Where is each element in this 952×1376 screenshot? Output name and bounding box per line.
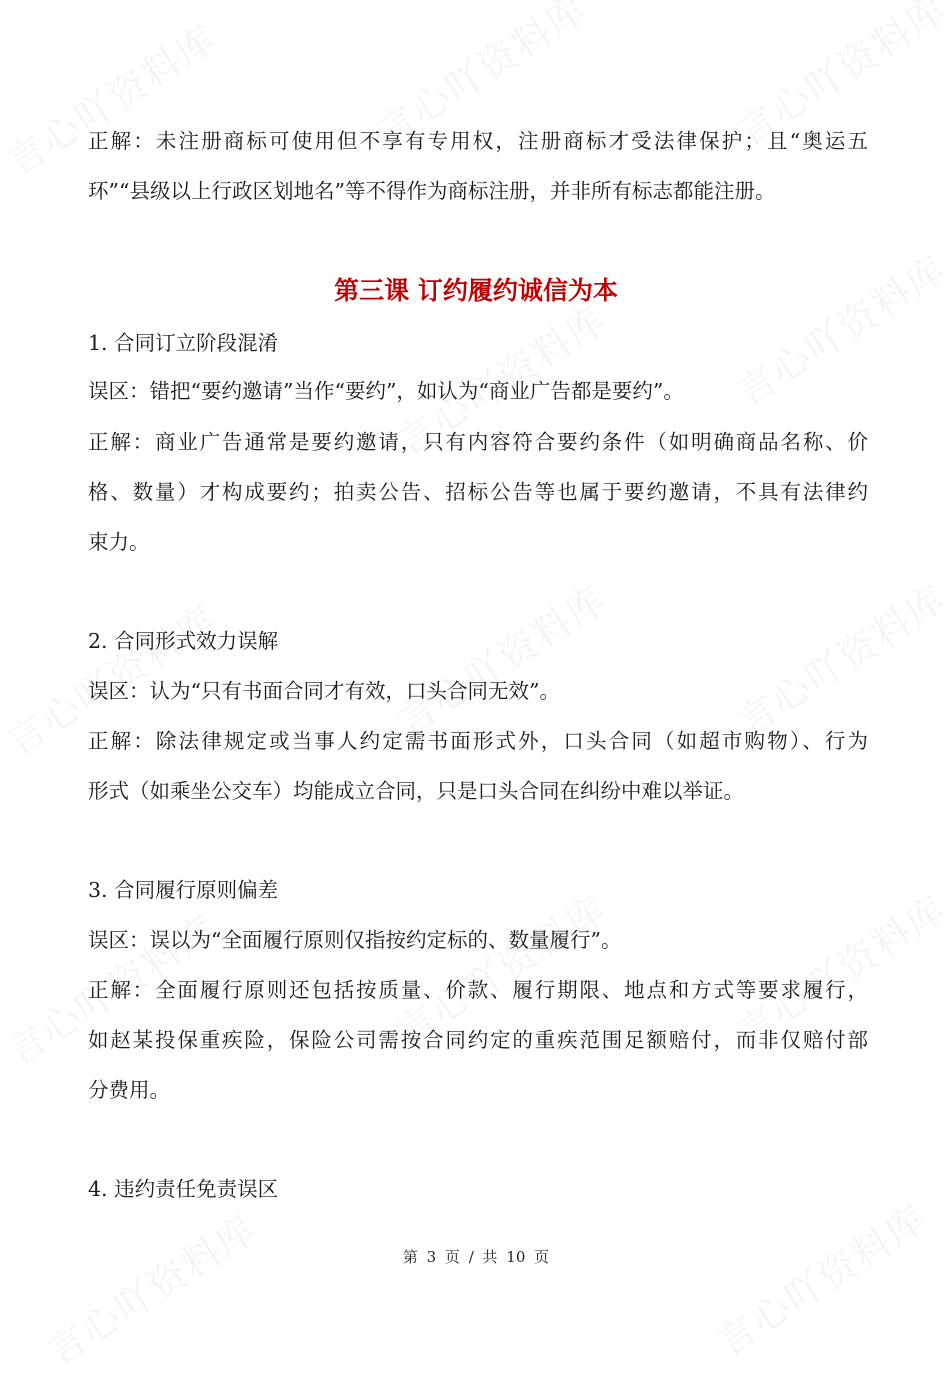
section-title: 2. 合同形式效力误解 <box>88 629 279 653</box>
correct-line: 格、数量）才构成要约；拍卖公告、招标公告等也属于要约邀请，不具有法律约 <box>88 480 868 504</box>
watermark <box>34 1199 265 1376</box>
correct-line: 形式（如乘坐公交车）均能成立合同，只是口头合同在纠纷中难以举证。 <box>88 779 744 803</box>
watermark <box>384 569 615 746</box>
watermark <box>724 569 952 746</box>
lesson-title: 第三课 订约履约诚信为本 <box>334 276 618 305</box>
paragraph-correct-line: 环”“县级以上行政区划地名”等不得作为商标注册，并非所有标志都能注册。 <box>88 179 776 203</box>
paragraph-correct-line: 正解：未注册商标可使用但不享有专用权，注册商标才受法律保护；且“奥运五 <box>88 129 868 153</box>
misconception-line: 误区：认为“只有书面合同才有效，口头合同无效”。 <box>88 679 560 703</box>
section-title: 3. 合同履行原则偏差 <box>88 878 279 902</box>
correct-line: 正解：商业广告通常是要约邀请，只有内容符合要约条件（如明确商品名称、价 <box>88 430 868 454</box>
misconception-line: 误区：误以为“全面履行原则仅指按约定标的、数量履行”。 <box>88 928 622 952</box>
page-number: 第 3 页 / 共 10 页 <box>402 1248 550 1266</box>
watermark <box>0 9 226 186</box>
misconception-line: 误区：错把“要约邀请”当作“要约”，如认为“商业广告都是要约”。 <box>88 379 684 403</box>
correct-line: 分费用。 <box>88 1078 170 1102</box>
correct-line: 束力。 <box>88 530 150 554</box>
watermark <box>704 1189 935 1366</box>
section-title: 4. 违约责任免责误区 <box>88 1177 279 1201</box>
correct-line: 正解：除法律规定或当事人约定需书面形式外，口头合同（如超市购物）、行为 <box>88 729 868 753</box>
section-title: 1. 合同订立阶段混淆 <box>88 331 279 355</box>
correct-line: 正解：全面履行原则还包括按质量、价款、履行期限、地点和方式等要求履行， <box>88 978 868 1002</box>
correct-line: 如赵某投保重疾险，保险公司需按合同约定的重疾范围足额赔付，而非仅赔付部 <box>88 1028 868 1052</box>
